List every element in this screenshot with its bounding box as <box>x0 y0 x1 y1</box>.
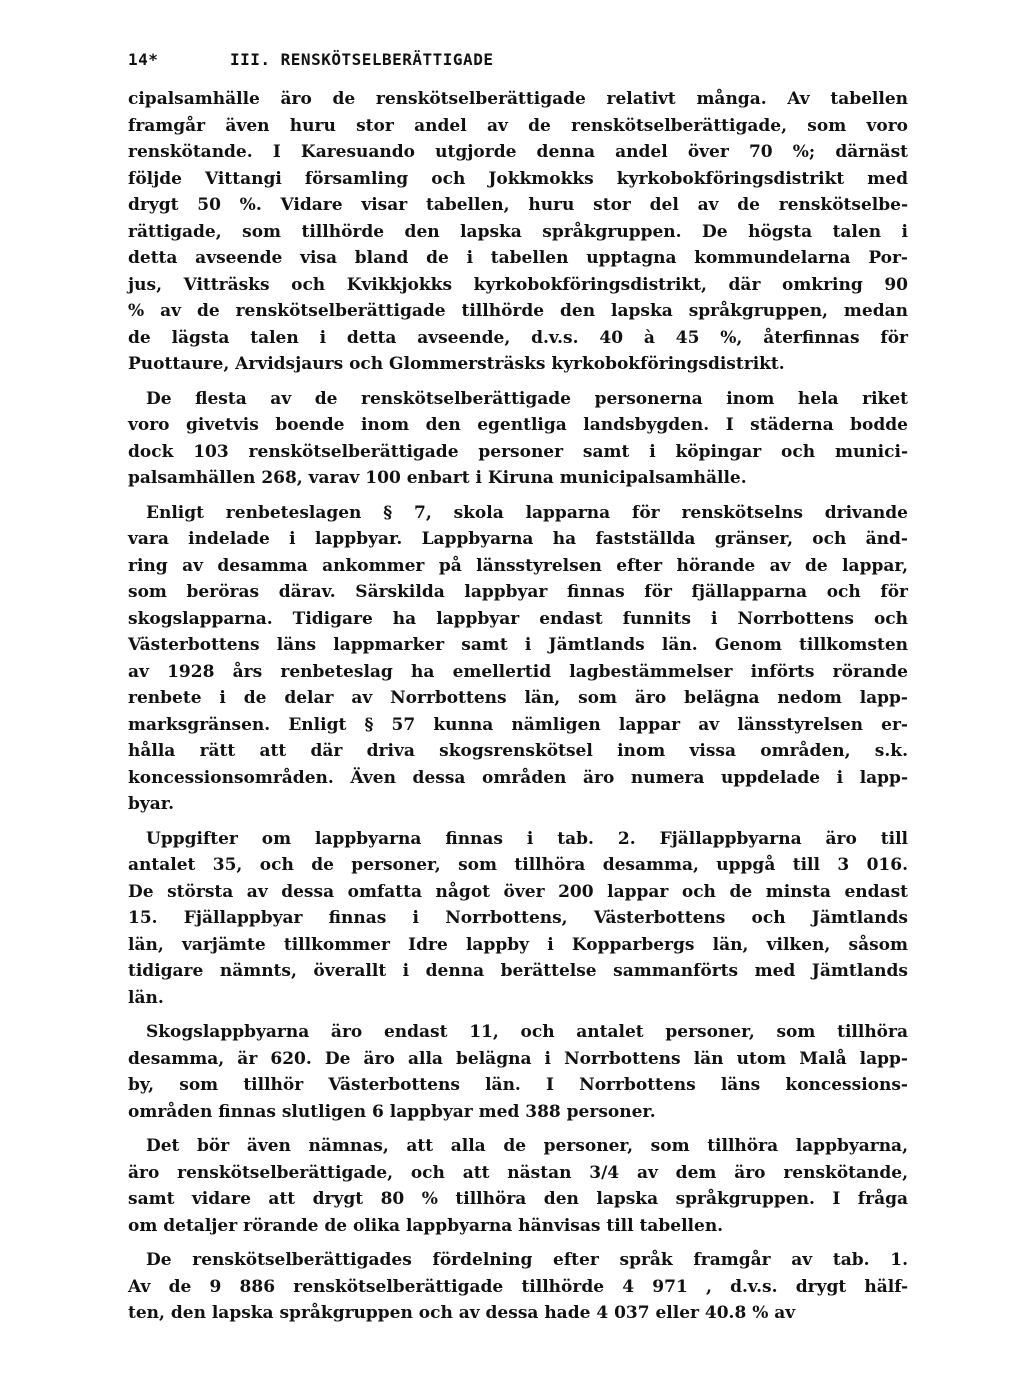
text-line: tidigare nämnts, överallt i denna berättelse sammanförts med Jämtlands <box>128 961 908 981</box>
page-number: 14* <box>128 50 159 69</box>
text-line: desamma, är 620. De äro alla belägna i Norrbottens län utom Malå lapp- <box>128 1048 908 1069</box>
running-title: III. RENSKÖTSELBERÄTTIGADE <box>230 50 494 69</box>
text-line: följde Vittangi församling och Jokkmokks kyrkobokföringsdistrikt med <box>128 168 908 189</box>
paragraph <box>128 1247 908 1327</box>
paragraph <box>128 1019 908 1125</box>
paragraph <box>128 86 908 378</box>
text-line: by, som tillhör Västerbottens län. I Norrbottens läns koncessions- <box>128 1075 908 1095</box>
text-line: palsamhällen 268, varav 100 enbart i Kiruna municipalsamhälle. <box>128 468 747 488</box>
text-line: de lägsta talen i detta avseende, d.v.s. 40 à 45 %, återfinnas för <box>128 327 908 348</box>
paragraph <box>128 386 908 492</box>
paragraph-gap <box>128 378 908 386</box>
text-line: vara indelade i lappbyar. Lappbyarna ha fastställda gränser, och änd- <box>128 529 908 549</box>
page-header <box>128 50 908 72</box>
text-line: % av de renskötselberättigade tillhörde den lapska språkgruppen, medan <box>128 301 908 321</box>
text-line: Det bör även nämnas, att alla de personer, som tillhöra lappbyarna, <box>146 1136 908 1156</box>
text-line: Västerbottens läns lappmarker samt i Jämtlands län. Genom tillkomsten <box>128 635 908 655</box>
text-line: De renskötselberättigades fördelning efter språk framgår av tab. 1. <box>146 1250 908 1270</box>
text-line: äro renskötselberättigade, och att nästan 3/4 av dem äro renskötande, <box>128 1162 908 1183</box>
text-line: län. <box>128 987 164 1008</box>
text-line: Puottaure, Arvidsjaurs och Glommersträsks kyrkobokföringsdistrikt. <box>128 354 785 374</box>
text-line: dock 103 renskötselberättigade personer samt i köpingar och munici- <box>128 441 908 462</box>
text-line: renbete i de delar av Norrbottens län, som äro belägna nedom lapp- <box>128 688 908 708</box>
text-line: om detaljer rörande de olika lappbyarna hänvisas till tabellen. <box>128 1215 724 1236</box>
text-line: Enligt renbeteslagen § 7, skola lapparna för renskötselns drivande <box>146 502 908 523</box>
text-line: skogslapparna. Tidigare ha lappbyar endast funnits i Norrbottens och <box>128 608 908 629</box>
text-line: jus, Vitträsks och Kvikkjokks kyrkobokföringsdistrikt, där omkring 90 <box>128 274 908 295</box>
text-line: renskötande. I Karesuando utgjorde denna andel över 70 %; därnäst <box>128 142 908 162</box>
text-line: drygt 50 %. Vidare visar tabellen, huru stor del av de renskötselbe- <box>128 195 908 215</box>
text-line: detta avseende visa bland de i tabellen upptagna kommundelarna Por- <box>128 248 908 268</box>
text-line: koncessionsområden. Även dessa områden äro numera uppdelade i lapp- <box>128 767 908 788</box>
paragraph-gap <box>128 1239 908 1247</box>
paragraph-gap <box>128 818 908 826</box>
paragraph-gap <box>128 1125 908 1133</box>
text-line: marksgränsen. Enligt § 57 kunna nämligen lappar av länsstyrelsen er- <box>128 714 908 735</box>
text-line: rättigade, som tillhörde den lapska språkgruppen. De högsta talen i <box>128 221 908 242</box>
paragraph <box>128 826 908 1012</box>
text-line: framgår även huru stor andel av de renskötselberättigade, som voro <box>128 115 908 136</box>
text-line: cipalsamhälle äro de renskötselberättigade relativt många. Av tabellen <box>128 89 908 109</box>
text-line: Av de 9 886 renskötselberättigade tillhörde 4 971 , d.v.s. drygt hälf- <box>128 1276 908 1297</box>
text-line: ring av desamma ankommer på länsstyrelsen efter hörande av de lappar, <box>128 555 908 576</box>
body-text <box>128 86 908 1327</box>
text-line: byar. <box>128 794 175 814</box>
paragraph <box>128 1133 908 1239</box>
text-line: av 1928 års renbeteslag ha emellertid lagbestämmelser införts rörande <box>128 661 908 682</box>
paragraph-gap <box>128 1011 908 1019</box>
text-line: Uppgifter om lappbyarna finnas i tab. 2. Fjällappbyarna äro till <box>146 828 908 849</box>
text-line: Skogslappbyarna äro endast 11, och antalet personer, som tillhöra <box>146 1022 908 1042</box>
paragraph <box>128 500 908 818</box>
text-line: De flesta av de renskötselberättigade personerna inom hela riket <box>146 388 908 409</box>
text-line: län, varjämte tillkommer Idre lappby i Kopparbergs län, vilken, såsom <box>128 934 908 955</box>
text-line: De största av dessa omfatta något över 200 lappar och de minsta endast <box>128 881 908 902</box>
text-line: ten, den lapska språkgruppen och av dessa hade 4 037 eller 40.8 % av <box>128 1303 796 1323</box>
text-line: antalet 35, och de personer, som tillhöra desamma, uppgå till 3 016. <box>128 855 908 875</box>
text-line: som beröras därav. Särskilda lappbyar finnas för fjällapparna och för <box>128 582 908 602</box>
text-line: voro givetvis boende inom den egentliga landsbygden. I städerna bodde <box>128 415 908 435</box>
paragraph-gap <box>128 492 908 500</box>
text-line: hålla rätt att där driva skogsrenskötsel inom vissa områden, s.k. <box>128 741 908 761</box>
text-line: områden finnas slutligen 6 lappbyar med 388 personer. <box>128 1101 656 1122</box>
text-line: 15. Fjällappbyar finnas i Norrbottens, Västerbottens och Jämtlands <box>128 908 908 928</box>
text-line: samt vidare att drygt 80 % tillhöra den lapska språkgruppen. I fråga <box>128 1189 908 1209</box>
